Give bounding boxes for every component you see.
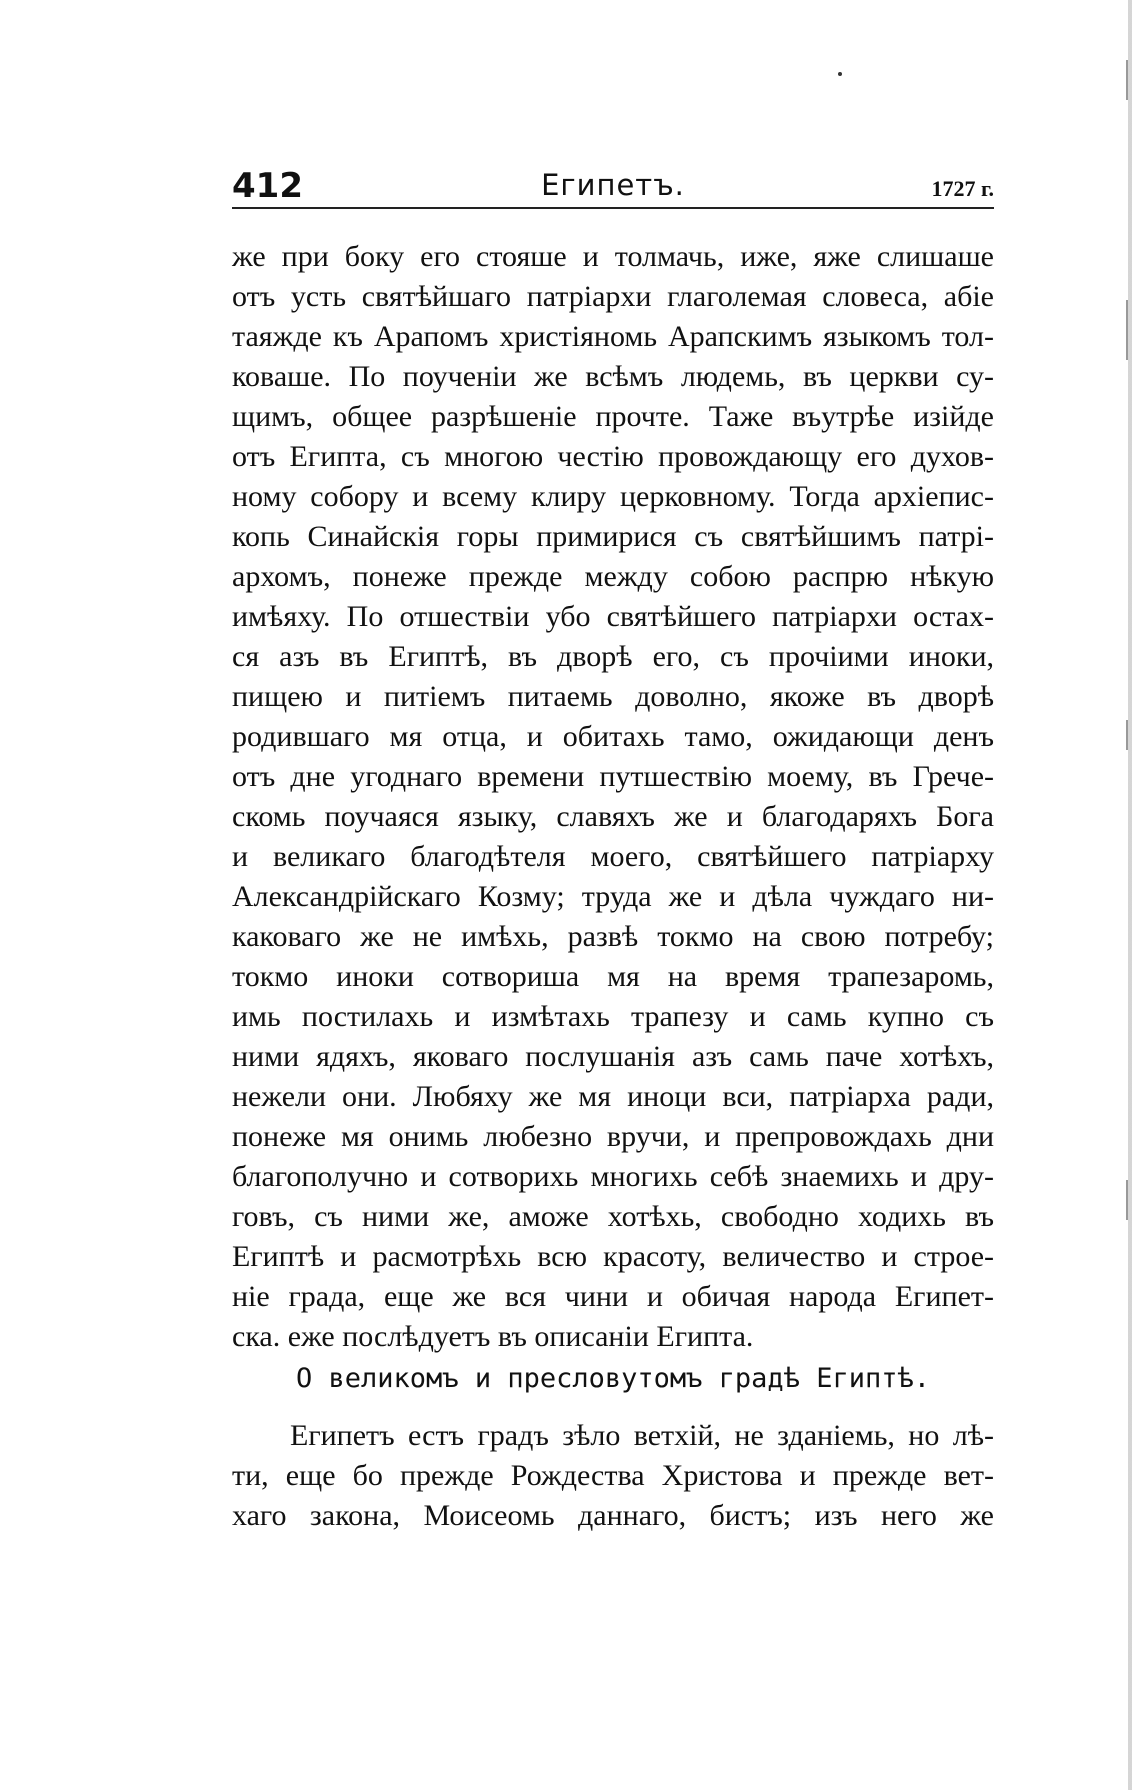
text-line: скомь поучаяся языку, славяхъ же и благодаряхъ Бога	[232, 800, 994, 833]
scan-speck	[838, 72, 842, 76]
text-line: каковаго же не имѣхь, развѣ токмо на свою потребу;	[232, 920, 994, 953]
running-header	[232, 160, 994, 210]
text-line: отъ усть святѣйшаго патріархи глаголемая словеса, абіе	[232, 280, 994, 313]
text-line: коваше. По поученіи же всѣмъ людемь, въ церкви су-	[232, 360, 994, 393]
text-line: токмо иноки сотвориша мя на время трапезаромь,	[232, 960, 994, 993]
paragraph-2	[232, 1416, 994, 1536]
text-line: ся азъ въ Египтѣ, въ дворѣ его, съ прочіими иноки,	[232, 640, 994, 673]
header-rule	[232, 207, 994, 209]
section-heading: О великомъ и пресловутомъ градѣ Египтѣ.	[296, 1363, 930, 1394]
scan-edge-mark	[1126, 300, 1128, 360]
header-year: 1727 г.	[931, 176, 994, 201]
text-line: архомъ, понеже прежде между собою распрю нѣкую	[232, 560, 994, 593]
text-line: хаго закона, Моисеомь даннаго, бистъ; изъ него же	[232, 1499, 994, 1532]
scan-edge-mark	[1126, 60, 1128, 100]
text-line: отъ дне угоднаго времени путшествію моему, въ Грече-	[232, 760, 994, 793]
text-line: ніе града, еще же вся чини и обичая народа Египет-	[232, 1280, 994, 1313]
text-line: и великаго благодѣтеля моего, святѣйшего патріарху	[232, 840, 994, 873]
text-line: нежели они. Любяху же мя иноци вси, патріарха ради,	[232, 1080, 994, 1113]
text-line: понеже мя онимь любезно вручи, и препровождахь дни	[232, 1120, 994, 1153]
text-line: говъ, съ ними же, аможе хотѣхь, свободно ходихь въ	[232, 1200, 994, 1233]
text-line: имѣяху. По отшествіи убо святѣйшего патріархи остах-	[232, 600, 994, 633]
text-line: имь постилахь и измѣтахь трапезу и самь купно съ	[232, 1000, 994, 1033]
text-line: копь Синайскія горы примирися съ святѣйшимъ патрі-	[232, 520, 994, 553]
text-line: Египетъ естъ градъ зѣло ветхій, не зданіемь, но лѣ-	[290, 1419, 994, 1452]
text-line: Александрійскаго Козму; труда же и дѣла чуждаго ни-	[232, 880, 994, 913]
scan-edge-mark	[1126, 720, 1128, 750]
text-line: ти, еще бо прежде Рождества Христова и прежде вет-	[232, 1459, 994, 1492]
text-line: щимъ, общее разрѣшеніе прочте. Таже въутрѣе изійде	[232, 400, 994, 433]
page-number: 412	[232, 166, 303, 206]
scan-edge-mark	[1126, 1180, 1128, 1220]
text-line: отъ Египта, съ многою честію провождающу его духов-	[232, 440, 994, 473]
text-line: ному собору и всему клиру церковному. Тогда архіепис-	[232, 480, 994, 513]
text-line: таяжде къ Арапомъ христіяномь Арапскимъ языкомъ тол-	[232, 320, 994, 353]
running-title: Египетъ.	[541, 168, 685, 202]
text-line: родившаго мя отца, и обитахь тамо, ожидающи денъ	[232, 720, 994, 753]
page-edge-shadow	[1128, 0, 1132, 1790]
text-line: ска. еже послѣдуетъ въ описаніи Египта.	[232, 1320, 754, 1353]
text-line: пищею и питіемъ питаемь доволно, якоже въ дворѣ	[232, 680, 994, 713]
text-line: же при боку его стояше и толмачь, иже, яже слишаше	[232, 240, 994, 273]
text-line: Египтѣ и расмотрѣхь всю красоту, величество и строе-	[232, 1240, 994, 1273]
paragraph-1	[232, 237, 994, 1357]
text-line: благополучно и сотворихь многихь себѣ знаемихь и дру-	[232, 1160, 994, 1193]
text-line: ними ядяхъ, яковаго послушанія азъ самь паче хотѣхъ,	[232, 1040, 994, 1073]
